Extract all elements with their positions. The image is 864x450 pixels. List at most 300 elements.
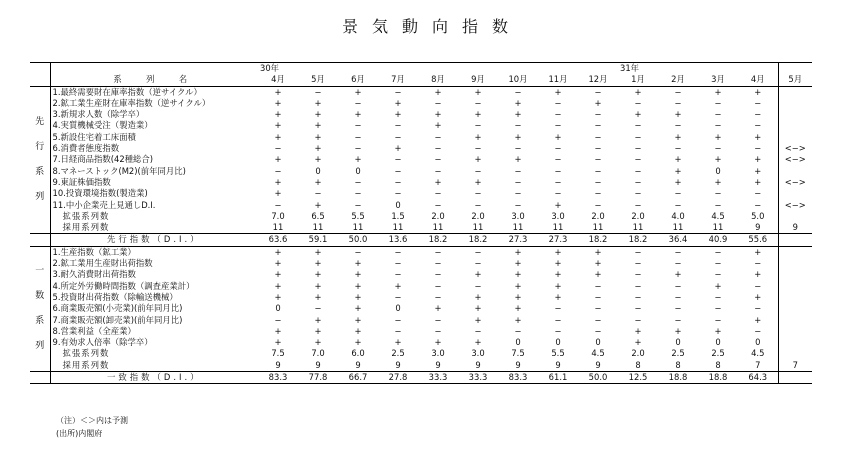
di-value: 27.3 [538, 234, 578, 246]
value-cell: + [634, 325, 642, 336]
value-cell: + [314, 120, 322, 131]
series-name: 8.マネーストック(M2)(前年同月比) [52, 165, 186, 176]
value-cell: 0 [355, 165, 361, 176]
value-cell: − [674, 314, 682, 325]
expansion-value: 5.5 [551, 348, 565, 359]
value-cell: + [674, 269, 682, 280]
adopted-value: 11 [712, 222, 724, 233]
value-cell: − [554, 314, 562, 325]
table-row [30, 166, 812, 177]
adopted-value: 9 [315, 359, 321, 370]
series-name: 7.商業販売額(卸売業)(前年同月比) [52, 314, 183, 325]
expansion-value: 7.0 [311, 348, 325, 359]
value-cell: − [474, 120, 482, 131]
value-cell: + [274, 176, 282, 187]
value-cell: + [554, 246, 562, 257]
di-value: 18.2 [618, 234, 658, 246]
series-name: 9.有効求人倍率（除学卒） [52, 337, 153, 348]
table-row [30, 303, 812, 314]
table-row [30, 109, 812, 120]
value-cell: − [714, 246, 722, 257]
value-cell: + [434, 337, 442, 348]
value-cell: + [754, 165, 762, 176]
table-row [30, 86, 812, 98]
value-cell: − [714, 199, 722, 210]
value-cell: − [674, 199, 682, 210]
series-name: 5.投資財出荷指数（除輸送機械） [52, 291, 178, 302]
value-cell: − [394, 314, 402, 325]
value-cell: + [754, 176, 762, 187]
di-value: 77.8 [298, 372, 338, 384]
month-header: 4月 [738, 74, 778, 86]
value-cell: + [474, 303, 482, 314]
value-cell: 0 [395, 303, 401, 314]
year-label-31: 31年 [618, 63, 658, 75]
di-value: 40.9 [698, 234, 738, 246]
value-cell: − [594, 143, 602, 154]
value-cell: + [554, 258, 562, 269]
month-header: 1月 [618, 74, 658, 86]
expansion-value: 3.0 [431, 348, 445, 359]
value-cell: − [714, 188, 722, 199]
value-cell: − [314, 188, 322, 199]
value-cell: − [754, 97, 762, 108]
value-cell: − [594, 109, 602, 120]
series-name: 1.生産指数（鉱工業） [52, 246, 136, 257]
expansion-value: 2.0 [431, 210, 445, 221]
value-cell: + [714, 86, 722, 97]
value-cell: − [714, 314, 722, 325]
di-value: 83.3 [258, 372, 298, 384]
value-cell: + [674, 109, 682, 120]
expansion-value: 2.5 [711, 348, 725, 359]
side-char: 列 [35, 340, 45, 351]
forecast-note: （注）＜＞内は予測 [56, 416, 128, 425]
year-empty [298, 63, 338, 75]
year-empty [538, 63, 578, 75]
value-cell: − [674, 97, 682, 108]
value-cell: − [314, 86, 322, 97]
source-note: (出所)内閣府 [56, 429, 103, 438]
expansion-value: 1.5 [391, 210, 405, 221]
forecast-cell [778, 326, 812, 337]
value-cell: + [354, 86, 362, 97]
value-cell: − [594, 165, 602, 176]
value-cell: + [474, 291, 482, 302]
value-cell: − [394, 176, 402, 187]
di-value: 13.6 [378, 234, 418, 246]
value-cell: − [634, 188, 642, 199]
value-cell: − [634, 258, 642, 269]
side-char: 系 [35, 315, 45, 326]
value-cell: − [594, 154, 602, 165]
value-cell: − [434, 325, 442, 336]
forecast-cell: <−> [778, 177, 812, 188]
value-cell: − [394, 258, 402, 269]
value-cell: + [274, 258, 282, 269]
value-cell: + [314, 97, 322, 108]
series-name: 11.中小企業売上見通しD.I. [52, 199, 156, 210]
expansion-value: 4.0 [671, 210, 685, 221]
forecast-cell: <−> [778, 143, 812, 154]
forecast-cell [778, 188, 812, 199]
value-cell: − [634, 303, 642, 314]
value-cell: + [354, 269, 362, 280]
value-cell: 0 [715, 337, 721, 348]
series-name: 3.耐久消費財出荷指数 [52, 269, 136, 280]
value-cell: + [474, 131, 482, 142]
series-name: 6.商業販売額(小売業)(前年同月比) [52, 303, 183, 314]
value-cell: − [754, 280, 762, 291]
value-cell: + [594, 258, 602, 269]
table-row [30, 98, 812, 109]
table-row [30, 326, 812, 337]
di-label: 一致指数（D.I.） [50, 372, 258, 384]
adopted-value: 9 [435, 359, 441, 370]
di-last [778, 234, 812, 246]
di-value: 66.7 [338, 372, 378, 384]
table-row [30, 154, 812, 165]
year-empty [498, 63, 538, 75]
indicator-table [30, 62, 812, 384]
value-cell: − [514, 325, 522, 336]
value-cell: − [354, 246, 362, 257]
series-name: 2.鉱工業生産財在庫率指数（逆サイクル） [52, 97, 211, 108]
table-row [30, 292, 812, 303]
value-cell: − [714, 97, 722, 108]
di-value: 33.3 [458, 372, 498, 384]
value-cell: + [274, 246, 282, 257]
year-empty [418, 63, 458, 75]
value-cell: + [514, 109, 522, 120]
value-cell: + [514, 154, 522, 165]
value-cell: + [514, 291, 522, 302]
value-cell: + [714, 176, 722, 187]
value-cell: − [714, 303, 722, 314]
header-side-empty [30, 63, 50, 75]
value-cell: + [354, 258, 362, 269]
di-value: 18.8 [658, 372, 698, 384]
di-side-empty [30, 234, 50, 246]
value-cell: − [554, 188, 562, 199]
year-empty [458, 63, 498, 75]
value-cell: + [314, 246, 322, 257]
value-cell: − [594, 86, 602, 97]
value-cell: + [634, 109, 642, 120]
value-cell: + [514, 269, 522, 280]
value-cell: − [434, 258, 442, 269]
adopted-value: 9 [475, 359, 481, 370]
value-cell: − [554, 176, 562, 187]
value-cell: − [274, 314, 282, 325]
value-cell: − [514, 176, 522, 187]
value-cell: − [714, 291, 722, 302]
expansion-label: 拡張系列数 [62, 348, 110, 359]
value-cell: + [354, 337, 362, 348]
di-value: 18.2 [418, 234, 458, 246]
expansion-value: 3.0 [471, 348, 485, 359]
value-cell: + [354, 291, 362, 302]
adopted-value: 8 [715, 359, 721, 370]
forecast-cell [778, 315, 812, 326]
value-cell: − [634, 269, 642, 280]
adopted-value: 9 [355, 359, 361, 370]
value-cell: + [434, 109, 442, 120]
value-cell: − [754, 120, 762, 131]
expansion-value: 2.0 [631, 348, 645, 359]
value-cell: − [714, 143, 722, 154]
side-char: 行 [35, 142, 45, 153]
value-cell: + [354, 280, 362, 291]
value-cell: − [514, 120, 522, 131]
adopted-value: 11 [272, 222, 284, 233]
expansion-value: 7.5 [511, 348, 525, 359]
table-row [30, 281, 812, 292]
value-cell: − [394, 165, 402, 176]
page-title: 景気動向指数 [341, 17, 522, 36]
forecast-cell [778, 132, 812, 143]
value-cell: + [354, 325, 362, 336]
expansion-value: 3.0 [551, 210, 565, 221]
value-cell: + [314, 325, 322, 336]
year-empty [738, 63, 778, 75]
value-cell: − [514, 86, 522, 97]
expansion-value: 6.5 [311, 210, 325, 221]
di-row [30, 372, 812, 384]
table-row [30, 246, 812, 258]
value-cell: + [434, 86, 442, 97]
value-cell: + [514, 303, 522, 314]
expansion-row [30, 348, 812, 359]
value-cell: + [314, 131, 322, 142]
adopted-value: 11 [632, 222, 644, 233]
value-cell: − [434, 280, 442, 291]
value-cell: − [754, 325, 762, 336]
di-value: 50.0 [578, 372, 618, 384]
adopted-value: 11 [552, 222, 564, 233]
month-header: 12月 [578, 74, 618, 86]
value-cell: + [754, 131, 762, 142]
value-cell: + [274, 188, 282, 199]
value-cell: − [754, 199, 762, 210]
value-cell: + [674, 176, 682, 187]
value-cell: − [434, 291, 442, 302]
value-cell: − [514, 199, 522, 210]
value-cell: + [274, 280, 282, 291]
di-value: 36.4 [658, 234, 698, 246]
value-cell: + [554, 131, 562, 142]
forecast-cell: <−> [778, 200, 812, 211]
value-cell: + [474, 337, 482, 348]
value-cell: − [674, 246, 682, 257]
value-cell: + [554, 280, 562, 291]
table-row [30, 315, 812, 326]
expansion-value: 2.5 [391, 348, 405, 359]
value-cell: + [754, 269, 762, 280]
di-value: 18.8 [698, 372, 738, 384]
expansion-last [778, 211, 812, 222]
value-cell: + [314, 269, 322, 280]
value-cell: + [754, 154, 762, 165]
di-value: 64.3 [738, 372, 778, 384]
value-cell: − [674, 188, 682, 199]
adopted-label: 採用系列数 [62, 359, 110, 370]
value-cell: − [634, 143, 642, 154]
forecast-cell [778, 303, 812, 314]
expansion-value: 7.0 [271, 210, 285, 221]
forecast-cell [778, 269, 812, 280]
di-value: 12.5 [618, 372, 658, 384]
year-empty [578, 63, 618, 75]
value-cell: − [754, 143, 762, 154]
table-row [30, 132, 812, 143]
value-cell: + [474, 176, 482, 187]
adopted-value: 9 [595, 359, 601, 370]
value-cell: − [634, 246, 642, 257]
value-cell: + [314, 314, 322, 325]
year-empty-last [778, 63, 812, 75]
value-cell: − [514, 165, 522, 176]
value-cell: − [754, 188, 762, 199]
adopted-value: 11 [432, 222, 444, 233]
expansion-value: 7.5 [271, 348, 285, 359]
value-cell: − [394, 269, 402, 280]
value-cell: + [274, 325, 282, 336]
di-value: 27.8 [378, 372, 418, 384]
adopted-value: 11 [672, 222, 684, 233]
value-cell: + [274, 120, 282, 131]
di-value: 83.3 [498, 372, 538, 384]
year-label-30: 30年 [258, 63, 298, 75]
value-cell: − [634, 176, 642, 187]
value-cell: − [434, 199, 442, 210]
expansion-value: 2.0 [471, 210, 485, 221]
value-cell: + [394, 109, 402, 120]
value-cell: + [514, 246, 522, 257]
adopted-value: 9 [515, 359, 521, 370]
value-cell: − [474, 258, 482, 269]
value-cell: − [434, 154, 442, 165]
value-cell: 0 [395, 199, 401, 210]
value-cell: + [554, 199, 562, 210]
value-cell: + [354, 154, 362, 165]
di-value: 18.2 [578, 234, 618, 246]
value-cell: + [274, 109, 282, 120]
year-empty [378, 63, 418, 75]
value-cell: + [274, 131, 282, 142]
value-cell: − [434, 97, 442, 108]
value-cell: + [594, 246, 602, 257]
expansion-value: 5.5 [351, 210, 365, 221]
value-cell: − [274, 165, 282, 176]
value-cell: + [394, 337, 402, 348]
value-cell: − [394, 325, 402, 336]
value-cell: + [394, 280, 402, 291]
value-cell: − [594, 325, 602, 336]
forecast-cell [778, 337, 812, 348]
value-cell: + [714, 325, 722, 336]
di-value: 33.3 [418, 372, 458, 384]
value-cell: + [274, 86, 282, 97]
value-cell: 0 [675, 337, 681, 348]
year-empty [658, 63, 698, 75]
expansion-value: 2.5 [671, 348, 685, 359]
value-cell: + [554, 86, 562, 97]
year-empty [338, 63, 378, 75]
table-row [30, 188, 812, 199]
value-cell: − [274, 199, 282, 210]
value-cell: + [634, 86, 642, 97]
value-cell: − [594, 120, 602, 131]
adopted-value: 11 [472, 222, 484, 233]
value-cell: − [634, 97, 642, 108]
value-cell: − [554, 109, 562, 120]
value-cell: + [754, 246, 762, 257]
value-cell: + [514, 280, 522, 291]
expansion-value: 2.0 [631, 210, 645, 221]
value-cell: + [314, 291, 322, 302]
adopted-last: 7 [778, 360, 812, 372]
value-cell: − [554, 165, 562, 176]
value-cell: − [354, 199, 362, 210]
value-cell: + [274, 291, 282, 302]
value-cell: − [474, 280, 482, 291]
month-header: 6月 [338, 74, 378, 86]
value-cell: − [394, 246, 402, 257]
adopted-row [30, 360, 812, 372]
value-cell: 0 [275, 303, 281, 314]
di-value: 18.2 [458, 234, 498, 246]
value-cell: − [394, 86, 402, 97]
value-cell: − [474, 165, 482, 176]
month-header: 4月 [258, 74, 298, 86]
value-cell: + [434, 120, 442, 131]
expansion-row [30, 211, 812, 222]
adopted-value: 11 [512, 222, 524, 233]
value-cell: − [634, 314, 642, 325]
value-cell: − [754, 258, 762, 269]
value-cell: + [474, 269, 482, 280]
adopted-value: 8 [675, 359, 681, 370]
value-cell: 0 [595, 337, 601, 348]
value-cell: − [514, 188, 522, 199]
value-cell: − [714, 109, 722, 120]
forecast-cell [778, 109, 812, 120]
month-header: 3月 [698, 74, 738, 86]
value-cell: + [474, 109, 482, 120]
value-cell: + [594, 97, 602, 108]
value-cell: 0 [755, 337, 761, 348]
value-cell: + [394, 97, 402, 108]
value-cell: − [554, 154, 562, 165]
value-cell: − [594, 199, 602, 210]
value-cell: + [634, 337, 642, 348]
di-value: 61.1 [538, 372, 578, 384]
value-cell: − [434, 314, 442, 325]
header-side-empty [30, 74, 50, 86]
table-row [30, 269, 812, 280]
value-cell: − [314, 303, 322, 314]
value-cell: − [394, 120, 402, 131]
value-cell: − [634, 199, 642, 210]
series-name: 6.消費者態度指数 [52, 143, 120, 154]
value-cell: 0 [515, 337, 521, 348]
value-cell: + [554, 291, 562, 302]
value-cell: − [714, 258, 722, 269]
value-cell: + [514, 314, 522, 325]
adopted-value: 11 [392, 222, 404, 233]
di-value: 27.3 [498, 234, 538, 246]
